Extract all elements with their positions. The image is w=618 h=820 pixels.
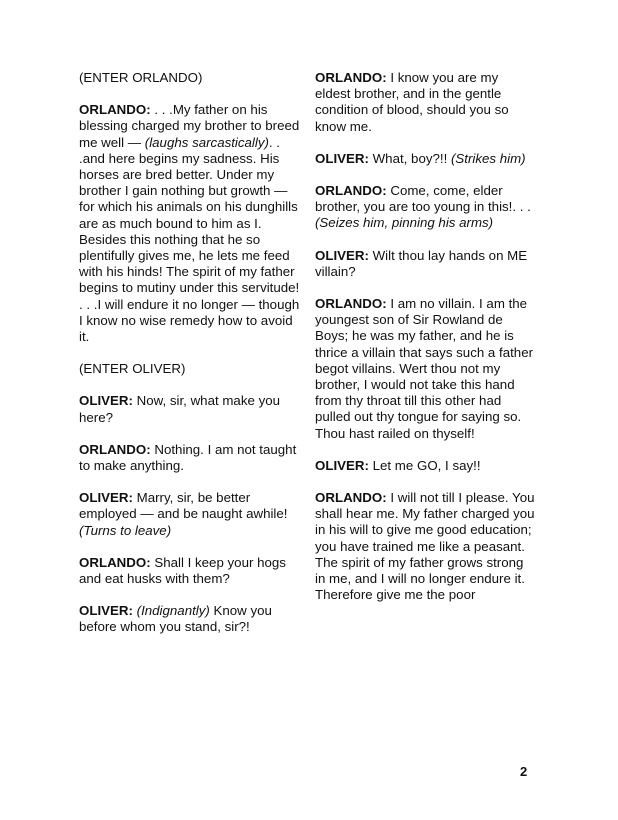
speaker-name: OLIVER: bbox=[315, 150, 369, 166]
speaker-name: OLIVER: bbox=[79, 393, 133, 409]
speaker-name: OLIVER: bbox=[315, 247, 369, 263]
dialogue-text: Wilt thou lay hands on ME villain? bbox=[315, 247, 528, 279]
inline-stage-direction: (laughs sarcastically) bbox=[144, 134, 269, 150]
dialogue-text: Marry, sir, be better employed — and be naught awhile! bbox=[79, 490, 288, 522]
speaker-name: ORLANDO: bbox=[79, 441, 151, 457]
dialogue-block bbox=[315, 151, 537, 167]
stage-direction bbox=[79, 70, 301, 86]
left-column bbox=[79, 70, 301, 652]
dialogue-text: What, boy?!! bbox=[368, 150, 451, 166]
dialogue-block bbox=[79, 102, 301, 345]
dialogue-text: I know you are my eldest brother, and in the gentle condition of blood, should you so know me. bbox=[315, 70, 509, 134]
dialogue-block bbox=[315, 70, 537, 135]
dialogue-block bbox=[79, 490, 301, 539]
speaker-name: ORLANDO: bbox=[79, 102, 151, 118]
dialogue-text: Now, sir, what make you here? bbox=[79, 393, 281, 425]
stage-direction-text: (ENTER ORLANDO) bbox=[79, 70, 203, 85]
dialogue-text: Nothing. I am not taught to make anything. bbox=[79, 441, 297, 474]
dialogue-block bbox=[79, 393, 301, 425]
stage-direction-text: (ENTER OLIVER) bbox=[79, 361, 186, 377]
dialogue-block bbox=[315, 183, 537, 232]
dialogue-block bbox=[315, 248, 537, 280]
speaker-name: ORLANDO: bbox=[315, 490, 387, 506]
dialogue-text: Know you before whom you stand, sir?! bbox=[79, 603, 272, 635]
speaker-name: ORLANDO: bbox=[315, 70, 387, 85]
dialogue-text: Let me GO, I say!! bbox=[368, 457, 481, 473]
inline-stage-direction: (Indignantly) bbox=[136, 603, 210, 619]
dialogue-block bbox=[79, 555, 301, 587]
speaker-name: OLIVER: bbox=[315, 457, 369, 473]
dialogue-block bbox=[315, 458, 537, 474]
speaker-name: OLIVER: bbox=[79, 490, 133, 506]
dialogue-text: Shall I keep your hogs and eat husks with them? bbox=[79, 554, 286, 587]
dialogue-block bbox=[315, 490, 537, 603]
speaker-name: ORLANDO: bbox=[315, 296, 387, 312]
stage-direction bbox=[79, 361, 301, 377]
speaker-name: ORLANDO: bbox=[79, 554, 151, 570]
dialogue-block bbox=[315, 296, 537, 442]
dialogue-text: I will not till I please. You shall hear me. My father charged you in his will to give me good education; you have trained me like a peasant. The spirit of my father grows strong in me, and I will no longer endure it. Therefore give me the poor bbox=[315, 490, 535, 603]
dialogue-text: Come, come, elder brother, you are too young in this!. . . bbox=[315, 183, 531, 215]
dialogue-block bbox=[79, 442, 301, 474]
dialogue-block bbox=[79, 603, 301, 635]
inline-stage-direction: (Strikes him) bbox=[450, 150, 526, 166]
dialogue-text: . . .My father on his blessing charged my brother to breed me well — bbox=[79, 102, 300, 150]
right-column bbox=[315, 70, 537, 619]
inline-stage-direction: (Turns to leave) bbox=[79, 522, 172, 538]
page-number: 2 bbox=[520, 764, 528, 779]
speaker-name: OLIVER: bbox=[79, 603, 133, 619]
dialogue-text: . . .and here begins my sadness. His horses are bred better. Under my brother I gain nothing but growth — for which his animals on his dunghills are as much bound to him as I. Besides this nothing that he so plentifully gives me, he lets me feed with his hinds! The spirit of my father begins to mutiny under this servitude! . . .I will endure it no longer — though I know no wise remedy how to avoid it. bbox=[79, 134, 300, 345]
speaker-name: ORLANDO: bbox=[315, 183, 387, 199]
dialogue-text: I am no villain. I am the youngest son of Sir Rowland de Boys; he was my father, and he is thrice a villain that says such a father begot villains. Wert thou not my brother, I would not take this hand from thy throat till this other had pulled out thy tongue for saying so. Thou hast railed on thyself! bbox=[315, 296, 534, 441]
inline-stage-direction: (Seizes him, pinning his arms) bbox=[315, 215, 494, 231]
